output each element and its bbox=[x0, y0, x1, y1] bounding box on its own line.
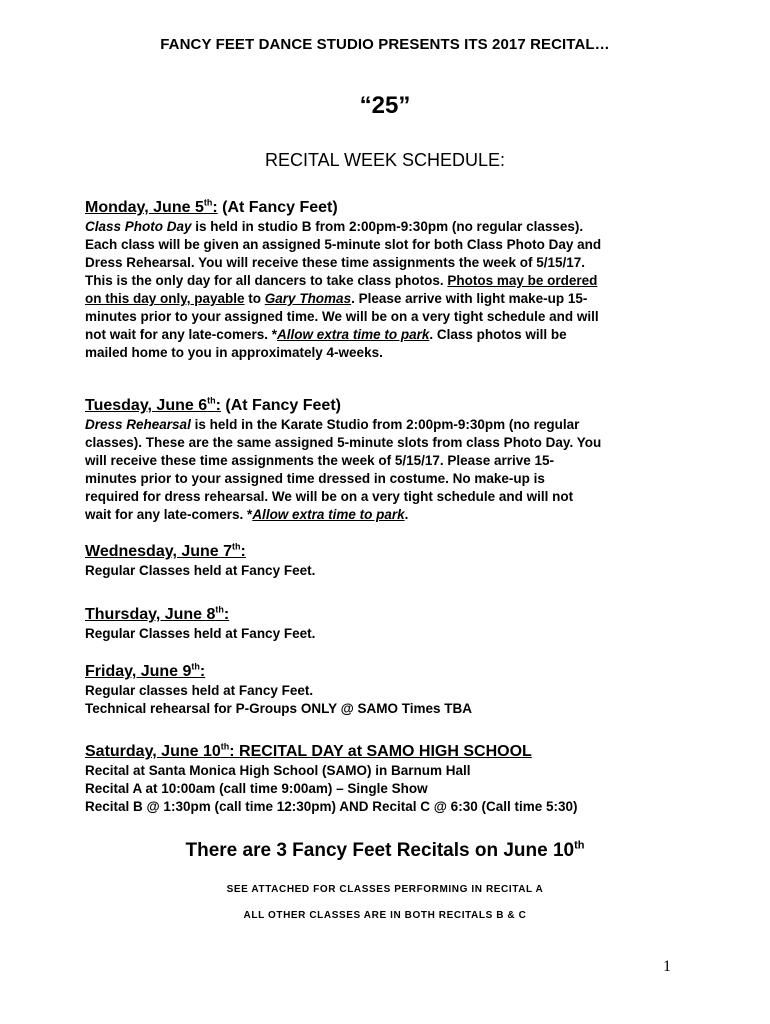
saturday-section bbox=[85, 742, 685, 816]
monday-section bbox=[85, 198, 685, 362]
body-line: Dress Rehearsal. You will receive these time assignments the week of 5/15/17. bbox=[85, 255, 585, 270]
tuesday-details bbox=[85, 416, 685, 524]
body-line: Each class will be given an assigned 5-minute slot for both Class Photo Day and bbox=[85, 237, 602, 252]
friday-details bbox=[85, 682, 685, 718]
friday-section bbox=[85, 662, 685, 718]
thursday-details bbox=[85, 625, 685, 643]
presenter-heading: FANCY FEET DANCE STUDIO PRESENTS ITS 2017 RECITAL… bbox=[160, 36, 610, 53]
recital-title: “25” bbox=[359, 92, 411, 119]
body-line: on this day only, payable to Gary Thomas. Please arrive with light make-up 15- bbox=[85, 291, 588, 306]
tuesday-heading: Tuesday, June 6th: (At Fancy Feet) bbox=[85, 395, 341, 414]
recital-a-note: SEE ATTACHED FOR CLASSES PERFORMING IN RECITAL A bbox=[226, 884, 544, 895]
recitals-summary: There are 3 Fancy Feet Recitals on June 10th bbox=[185, 839, 585, 861]
body-line: This is the only day for all dancers to take class photos. Photos may be ordered bbox=[85, 273, 598, 288]
thursday-heading: Thursday, June 8th: bbox=[85, 604, 230, 623]
monday-details bbox=[85, 218, 685, 362]
saturday-details bbox=[85, 762, 685, 816]
tuesday-section bbox=[85, 396, 685, 524]
wednesday-section bbox=[85, 542, 685, 580]
schedule-subtitle: RECITAL WEEK SCHEDULE: bbox=[264, 150, 506, 170]
body-line: will receive these time assignments the week of 5/15/17. Please arrive 15- bbox=[85, 453, 554, 468]
body-line: mailed home to you in approximately 4-weeks. bbox=[85, 345, 383, 360]
body-line: Regular Classes held at Fancy Feet. bbox=[85, 563, 316, 578]
wednesday-details bbox=[85, 562, 685, 580]
saturday-heading: Saturday, June 10th: RECITAL DAY at SAMO HIGH SCHOOL bbox=[85, 741, 532, 760]
page-number: 1 bbox=[663, 958, 671, 975]
wednesday-heading: Wednesday, June 7th: bbox=[85, 541, 246, 560]
body-line: Recital A at 10:00am (call time 9:00am) – Single Show bbox=[85, 781, 428, 796]
body-line: Technical rehearsal for P-Groups ONLY @ SAMO Times TBA bbox=[85, 701, 473, 716]
body-line: Regular Classes held at Fancy Feet. bbox=[85, 626, 316, 641]
body-line: Dress Rehearsal is held in the Karate Studio from 2:00pm-9:30pm (no regular bbox=[85, 417, 580, 432]
body-line: Class Photo Day is held in studio B from 2:00pm-9:30pm (no regular classes). bbox=[85, 219, 584, 234]
body-line: Recital B @ 1:30pm (call time 12:30pm) AND Recital C @ 6:30 (Call time 5:30) bbox=[85, 799, 578, 814]
friday-heading: Friday, June 9th: bbox=[85, 661, 206, 680]
monday-heading: Monday, June 5th: (At Fancy Feet) bbox=[85, 197, 338, 216]
body-line: wait for any late-comers. *Allow extra time to park. bbox=[85, 507, 409, 522]
body-line: Recital at Santa Monica High School (SAMO) in Barnum Hall bbox=[85, 763, 471, 778]
body-line: minutes prior to your assigned time dressed in costume. No make-up is bbox=[85, 471, 545, 486]
body-line: required for dress rehearsal. We will be on a very tight schedule and will not bbox=[85, 489, 574, 504]
thursday-section bbox=[85, 605, 685, 643]
body-line: classes). These are the same assigned 5-minute slots from class Photo Day. You bbox=[85, 435, 602, 450]
recitals-bc-note: ALL OTHER CLASSES ARE IN BOTH RECITALS B & C bbox=[243, 910, 527, 921]
body-line: not wait for any late-comers. *Allow extra time to park. Class photos will be bbox=[85, 327, 567, 342]
body-line: Regular classes held at Fancy Feet. bbox=[85, 683, 314, 698]
body-line: minutes prior to your assigned time. We will be on a very tight schedule and will bbox=[85, 309, 599, 324]
